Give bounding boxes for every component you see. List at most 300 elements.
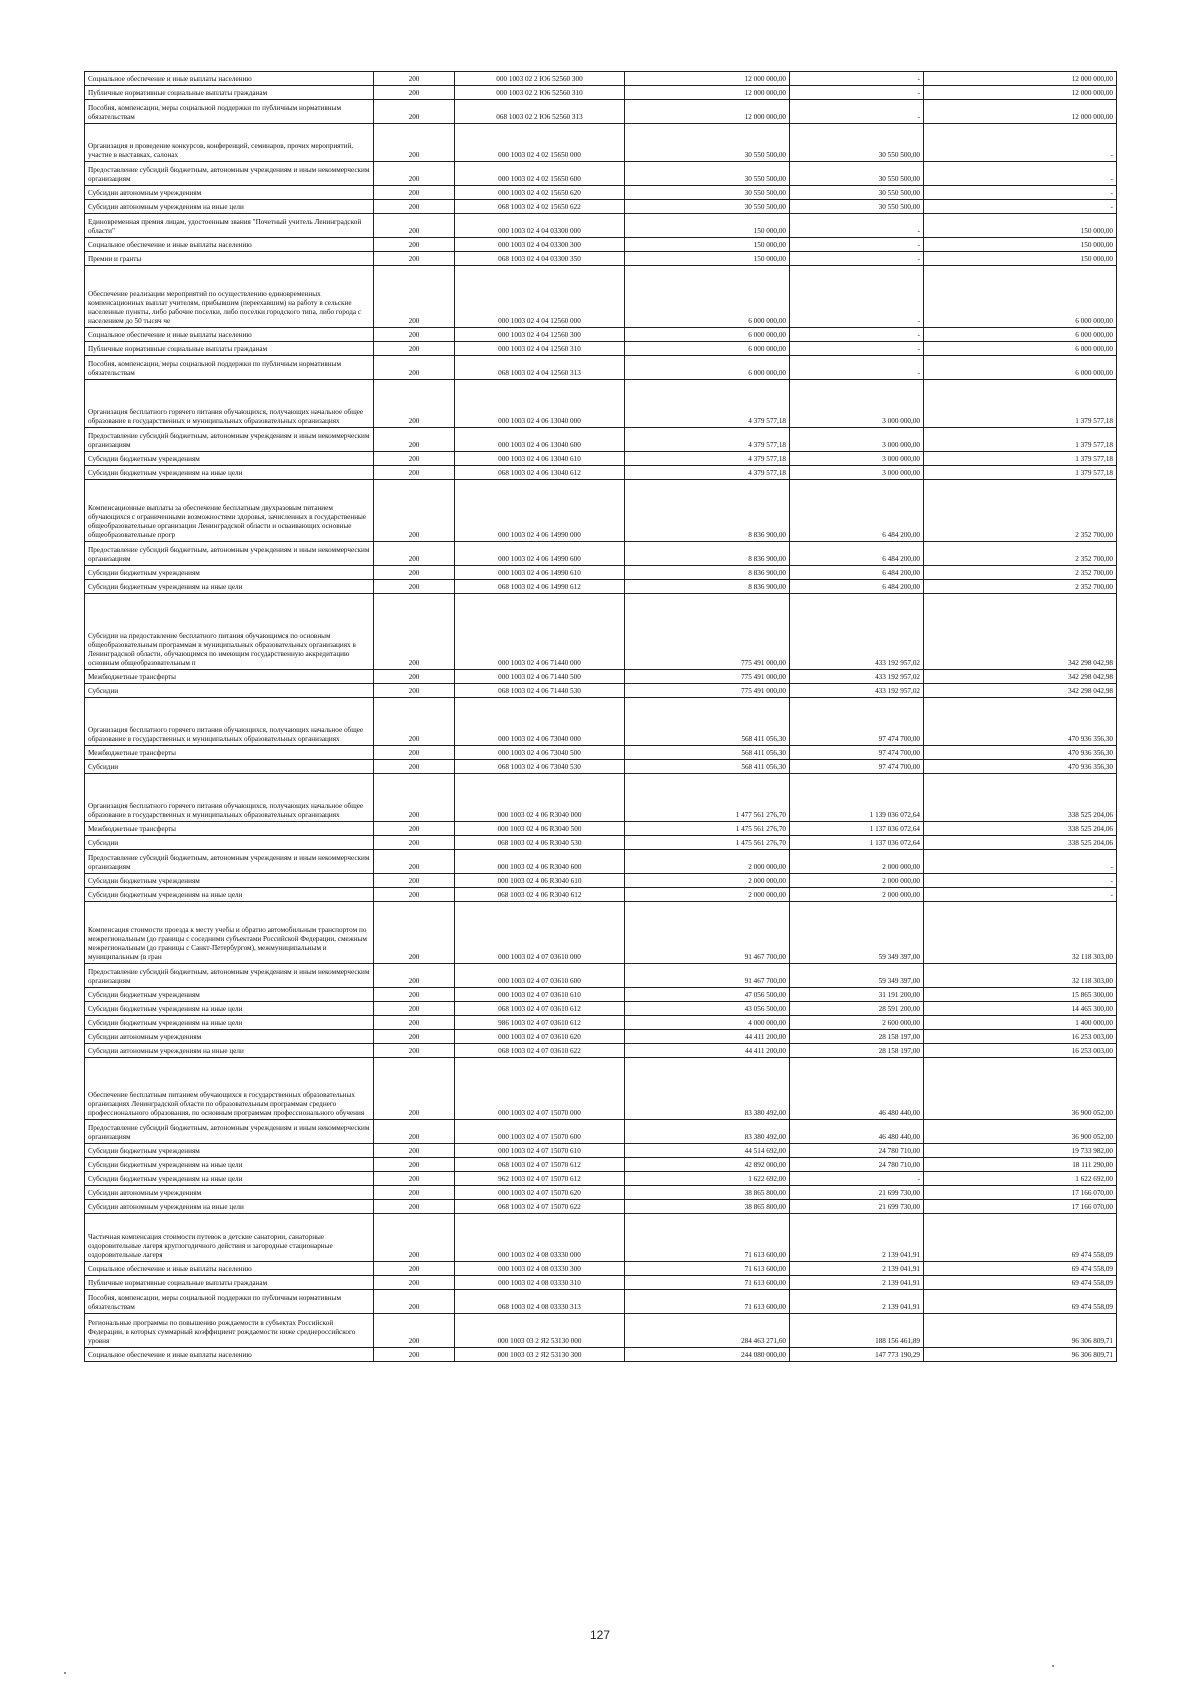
- row-kbk-cell: 962 1003 02 4 07 15070 612: [455, 1172, 625, 1186]
- row-kbk-cell: 000 1003 03 2 Я2 53130 300: [455, 1348, 625, 1362]
- row-code-cell: 200: [374, 100, 455, 124]
- row-remaining-cell: 6 000 000,00: [924, 328, 1117, 342]
- row-approved-cell: 8 836 900,00: [625, 580, 790, 594]
- table-row: [85, 252, 1117, 266]
- row-approved-cell: 284 463 271,60: [625, 1314, 790, 1348]
- row-kbk-cell: 000 1003 02 4 06 14990 600: [455, 542, 625, 566]
- row-executed-cell: 30 550 500,00: [790, 200, 924, 214]
- row-remaining-cell: 1 622 692,00: [924, 1172, 1117, 1186]
- table-row: [85, 964, 1117, 988]
- row-code-cell: 200: [374, 1016, 455, 1030]
- row-code-cell: 200: [374, 580, 455, 594]
- row-kbk-cell: 068 1003 02 4 06 73040 530: [455, 760, 625, 774]
- table-row: [85, 1144, 1117, 1158]
- row-remaining-cell: 470 936 356,30: [924, 746, 1117, 760]
- row-remaining-cell: 19 733 982,00: [924, 1144, 1117, 1158]
- row-kbk-cell: 000 1003 02 4 07 03610 620: [455, 1030, 625, 1044]
- row-executed-cell: 59 349 397,00: [790, 902, 924, 964]
- row-approved-cell: 2 000 000,00: [625, 874, 790, 888]
- row-kbk-cell: 000 1003 02 4 08 03330 310: [455, 1276, 625, 1290]
- table-row: [85, 356, 1117, 380]
- row-remaining-cell: 18 111 290,00: [924, 1158, 1117, 1172]
- row-name-cell: Региональные программы по повышению рождаемости в субъектах Российской Федерации, в которых суммарный коэффициент рождаемости ниже среднероссийского уровня: [85, 1314, 374, 1348]
- row-remaining-cell: 342 298 042,98: [924, 684, 1117, 698]
- row-name-cell: Социальное обеспечение и иные выплаты населению: [85, 328, 374, 342]
- row-approved-cell: 4 379 577,18: [625, 428, 790, 452]
- row-executed-cell: 2 139 041,91: [790, 1276, 924, 1290]
- row-executed-cell: 2 000 000,00: [790, 850, 924, 874]
- row-kbk-cell: 000 1003 02 4 02 15650 000: [455, 124, 625, 162]
- row-approved-cell: 775 491 000,00: [625, 670, 790, 684]
- row-remaining-cell: 150 000,00: [924, 252, 1117, 266]
- row-remaining-cell: 2 352 700,00: [924, 542, 1117, 566]
- row-remaining-cell: 12 000 000,00: [924, 100, 1117, 124]
- table-row: [85, 1186, 1117, 1200]
- row-name-cell: Субсидии бюджетным учреждениям на иные цели: [85, 1016, 374, 1030]
- row-kbk-cell: 068 1003 02 4 06 71440 530: [455, 684, 625, 698]
- row-executed-cell: 1 139 036 072,64: [790, 774, 924, 822]
- row-executed-cell: 30 550 500,00: [790, 162, 924, 186]
- row-code-cell: 200: [374, 342, 455, 356]
- row-code-cell: 200: [374, 760, 455, 774]
- row-approved-cell: 4 379 577,18: [625, 452, 790, 466]
- row-remaining-cell: 12 000 000,00: [924, 86, 1117, 100]
- row-approved-cell: 71 613 600,00: [625, 1290, 790, 1314]
- row-remaining-cell: 150 000,00: [924, 214, 1117, 238]
- row-name-cell: Субсидии бюджетным учреждениям на иные цели: [85, 888, 374, 902]
- row-code-cell: 200: [374, 1002, 455, 1016]
- row-remaining-cell: 342 298 042,98: [924, 594, 1117, 670]
- row-code-cell: 200: [374, 380, 455, 428]
- row-executed-cell: 147 773 190,29: [790, 1348, 924, 1362]
- row-approved-cell: 4 000 000,00: [625, 1016, 790, 1030]
- row-remaining-cell: -: [924, 186, 1117, 200]
- row-name-cell: Субсидии бюджетным учреждениям: [85, 566, 374, 580]
- row-executed-cell: -: [790, 100, 924, 124]
- row-executed-cell: 97 474 700,00: [790, 760, 924, 774]
- row-remaining-cell: 1 400 000,00: [924, 1016, 1117, 1030]
- row-approved-cell: 71 613 600,00: [625, 1276, 790, 1290]
- row-remaining-cell: 470 936 356,30: [924, 698, 1117, 746]
- table-row: [85, 1172, 1117, 1186]
- row-executed-cell: 31 191 200,00: [790, 988, 924, 1002]
- row-code-cell: 200: [374, 1348, 455, 1362]
- row-code-cell: 200: [374, 1158, 455, 1172]
- row-executed-cell: 21 699 730,00: [790, 1186, 924, 1200]
- row-name-cell: Социальное обеспечение и иные выплаты населению: [85, 238, 374, 252]
- row-remaining-cell: 36 900 052,00: [924, 1120, 1117, 1144]
- row-kbk-cell: 000 1003 02 4 06 71440 000: [455, 594, 625, 670]
- table-body: [85, 72, 1117, 1362]
- row-executed-cell: 97 474 700,00: [790, 746, 924, 760]
- row-name-cell: Организация бесплатного горячего питания обучающихся, получающих начальное общее образование в государственных и муниципальных образовательных организациях: [85, 774, 374, 822]
- row-name-cell: Организация бесплатного горячего питания обучающихся, получающих начальное общее образование в государственных и муниципальных образовательных организациях: [85, 380, 374, 428]
- row-remaining-cell: 6 000 000,00: [924, 342, 1117, 356]
- row-approved-cell: 44 411 200,00: [625, 1030, 790, 1044]
- row-remaining-cell: 96 306 809,71: [924, 1348, 1117, 1362]
- table-row: [85, 328, 1117, 342]
- row-kbk-cell: 000 1003 02 4 02 15650 620: [455, 186, 625, 200]
- row-executed-cell: 24 780 710,00: [790, 1158, 924, 1172]
- row-name-cell: Субсидии автономным учреждениям: [85, 186, 374, 200]
- row-name-cell: Межбюджетные трансферты: [85, 822, 374, 836]
- row-name-cell: Компенсация стоимости проезда к месту учебы и обратно автомобильным транспортом по межрегиональным (до границы с соседними субъектами Российской Федерации, смежным межрегиональным (до границы с Санкт-Петербургом), межмуниципальным и муниципальным (в гран: [85, 902, 374, 964]
- row-remaining-cell: 2 352 700,00: [924, 566, 1117, 580]
- row-name-cell: Пособия, компенсации, меры социальной поддержки по публичным нормативным обязательствам: [85, 356, 374, 380]
- table-row: [85, 888, 1117, 902]
- row-executed-cell: -: [790, 266, 924, 328]
- row-name-cell: Обеспечение бесплатным питанием обучающихся в государственных образовательных организациях Ленинградской области по образовательным программам среднего профессионального образования, по основным программам профессионального обучения: [85, 1058, 374, 1120]
- row-name-cell: Премии и гранты: [85, 252, 374, 266]
- row-code-cell: 200: [374, 594, 455, 670]
- row-kbk-cell: 068 1003 02 4 07 15070 622: [455, 1200, 625, 1214]
- row-kbk-cell: 000 1003 02 4 08 03330 000: [455, 1214, 625, 1262]
- row-code-cell: 200: [374, 1186, 455, 1200]
- row-name-cell: Субсидии бюджетным учреждениям: [85, 988, 374, 1002]
- row-remaining-cell: 6 000 000,00: [924, 356, 1117, 380]
- row-executed-cell: -: [790, 356, 924, 380]
- row-remaining-cell: 16 253 003,00: [924, 1044, 1117, 1058]
- table-row: [85, 100, 1117, 124]
- row-code-cell: 200: [374, 252, 455, 266]
- row-name-cell: Предоставление субсидий бюджетным, автономным учреждениям и иным некоммерческим организациям: [85, 542, 374, 566]
- row-executed-cell: 433 192 957,02: [790, 594, 924, 670]
- row-name-cell: Публичные нормативные социальные выплаты гражданам: [85, 1276, 374, 1290]
- row-name-cell: Субсидии: [85, 760, 374, 774]
- row-code-cell: 200: [374, 1172, 455, 1186]
- row-kbk-cell: 000 1003 02 4 07 15070 000: [455, 1058, 625, 1120]
- row-name-cell: Субсидии бюджетным учреждениям на иные цели: [85, 580, 374, 594]
- row-approved-cell: 30 550 500,00: [625, 186, 790, 200]
- table-row: [85, 266, 1117, 328]
- row-code-cell: 200: [374, 1144, 455, 1158]
- row-code-cell: 200: [374, 72, 455, 86]
- row-code-cell: 200: [374, 1290, 455, 1314]
- table-row: [85, 1030, 1117, 1044]
- row-name-cell: Предоставление субсидий бюджетным, автономным учреждениям и иным некоммерческим организациям: [85, 162, 374, 186]
- table-row: [85, 594, 1117, 670]
- row-name-cell: Социальное обеспечение и иные выплаты населению: [85, 1262, 374, 1276]
- table-row: [85, 124, 1117, 162]
- table-row: [85, 1262, 1117, 1276]
- table-row: [85, 162, 1117, 186]
- row-kbk-cell: 068 1003 02 4 04 03300 350: [455, 252, 625, 266]
- row-remaining-cell: 150 000,00: [924, 238, 1117, 252]
- row-name-cell: Субсидии бюджетным учреждениям: [85, 452, 374, 466]
- row-kbk-cell: 068 1003 02 4 07 03610 612: [455, 1002, 625, 1016]
- row-executed-cell: 28 591 200,00: [790, 1002, 924, 1016]
- row-executed-cell: 3 000 000,00: [790, 428, 924, 452]
- row-kbk-cell: 068 1003 02 2 Ю6 52560 313: [455, 100, 625, 124]
- row-name-cell: Предоставление субсидий бюджетным, автономным учреждениям и иным некоммерческим организациям: [85, 1120, 374, 1144]
- row-kbk-cell: 986 1003 02 4 07 03610 612: [455, 1016, 625, 1030]
- row-kbk-cell: 000 1003 02 4 02 15650 600: [455, 162, 625, 186]
- row-name-cell: Субсидии бюджетным учреждениям: [85, 1144, 374, 1158]
- row-approved-cell: 30 550 500,00: [625, 162, 790, 186]
- row-code-cell: 200: [374, 162, 455, 186]
- table-row: [85, 480, 1117, 542]
- table-row: [85, 1016, 1117, 1030]
- table-row: [85, 200, 1117, 214]
- row-name-cell: Публичные нормативные социальные выплаты гражданам: [85, 342, 374, 356]
- row-code-cell: 200: [374, 542, 455, 566]
- row-kbk-cell: 068 1003 02 4 08 03330 313: [455, 1290, 625, 1314]
- table-row: [85, 1214, 1117, 1262]
- scan-speck: [64, 1672, 66, 1674]
- row-remaining-cell: 470 936 356,30: [924, 760, 1117, 774]
- row-code-cell: 200: [374, 836, 455, 850]
- row-executed-cell: 24 780 710,00: [790, 1144, 924, 1158]
- row-kbk-cell: 068 1003 02 4 07 03610 622: [455, 1044, 625, 1058]
- row-code-cell: 200: [374, 1058, 455, 1120]
- row-kbk-cell: 000 1003 03 2 Я2 53130 000: [455, 1314, 625, 1348]
- row-name-cell: Организация и проведение конкурсов, конференций, семинаров, прочих мероприятий, участие в выставках, салонах: [85, 124, 374, 162]
- row-executed-cell: 2 139 041,91: [790, 1214, 924, 1262]
- row-kbk-cell: 000 1003 02 4 06 R3040 600: [455, 850, 625, 874]
- row-code-cell: 200: [374, 874, 455, 888]
- row-approved-cell: 150 000,00: [625, 214, 790, 238]
- table-row: [85, 760, 1117, 774]
- table-row: [85, 1290, 1117, 1314]
- row-code-cell: 200: [374, 480, 455, 542]
- row-name-cell: Межбюджетные трансферты: [85, 746, 374, 760]
- table-row: [85, 988, 1117, 1002]
- table-row: [85, 342, 1117, 356]
- row-name-cell: Организация бесплатного горячего питания обучающихся, получающих начальное общее образование в государственных и муниципальных образовательных организациях: [85, 698, 374, 746]
- row-code-cell: 200: [374, 888, 455, 902]
- row-remaining-cell: 69 474 558,09: [924, 1214, 1117, 1262]
- table-row: [85, 1058, 1117, 1120]
- table-row: [85, 874, 1117, 888]
- row-kbk-cell: 068 1003 02 4 02 15650 622: [455, 200, 625, 214]
- table-row: [85, 684, 1117, 698]
- row-kbk-cell: 068 1003 02 4 07 15070 612: [455, 1158, 625, 1172]
- row-remaining-cell: 69 474 558,09: [924, 1276, 1117, 1290]
- row-kbk-cell: 000 1003 02 4 04 12560 000: [455, 266, 625, 328]
- row-name-cell: Субсидии бюджетным учреждениям: [85, 874, 374, 888]
- row-approved-cell: 38 865 800,00: [625, 1186, 790, 1200]
- row-name-cell: Частичная компенсация стоимости путевок в детские санатории, санаторные оздоровительные лагеря круглогодичного действия и загородные стационарные оздоровительные лагеря: [85, 1214, 374, 1262]
- row-name-cell: Субсидии бюджетным учреждениям на иные цели: [85, 1002, 374, 1016]
- row-code-cell: 200: [374, 964, 455, 988]
- row-name-cell: Предоставление субсидий бюджетным, автономным учреждениям и иным некоммерческим организациям: [85, 850, 374, 874]
- row-approved-cell: 91 467 700,00: [625, 902, 790, 964]
- table-row: [85, 1002, 1117, 1016]
- row-approved-cell: 12 000 000,00: [625, 100, 790, 124]
- row-approved-cell: 44 514 692,00: [625, 1144, 790, 1158]
- table-row: [85, 580, 1117, 594]
- row-executed-cell: 433 192 957,02: [790, 684, 924, 698]
- row-approved-cell: 71 613 600,00: [625, 1262, 790, 1276]
- row-executed-cell: 2 000 000,00: [790, 888, 924, 902]
- row-executed-cell: 2 600 000,00: [790, 1016, 924, 1030]
- row-name-cell: Субсидии бюджетным учреждениям на иные цели: [85, 466, 374, 480]
- row-remaining-cell: 69 474 558,09: [924, 1262, 1117, 1276]
- row-executed-cell: -: [790, 328, 924, 342]
- row-kbk-cell: 000 1003 02 4 06 73040 500: [455, 746, 625, 760]
- row-name-cell: Субсидии: [85, 684, 374, 698]
- row-executed-cell: -: [790, 238, 924, 252]
- row-executed-cell: 3 000 000,00: [790, 452, 924, 466]
- row-approved-cell: 568 411 056,30: [625, 746, 790, 760]
- table-row: [85, 774, 1117, 822]
- row-code-cell: 200: [374, 200, 455, 214]
- row-remaining-cell: 342 298 042,98: [924, 670, 1117, 684]
- row-name-cell: Предоставление субсидий бюджетным, автономным учреждениям и иным некоммерческим организациям: [85, 964, 374, 988]
- row-executed-cell: -: [790, 342, 924, 356]
- table-row: [85, 1276, 1117, 1290]
- row-remaining-cell: -: [924, 124, 1117, 162]
- row-kbk-cell: 068 1003 02 4 06 R3040 530: [455, 836, 625, 850]
- row-code-cell: 200: [374, 822, 455, 836]
- table-row: [85, 746, 1117, 760]
- row-kbk-cell: 068 1003 02 4 06 13040 612: [455, 466, 625, 480]
- row-code-cell: 200: [374, 1262, 455, 1276]
- row-approved-cell: 8 836 900,00: [625, 566, 790, 580]
- row-approved-cell: 30 550 500,00: [625, 200, 790, 214]
- row-approved-cell: 83 380 492,00: [625, 1120, 790, 1144]
- table-row: [85, 1200, 1117, 1214]
- row-approved-cell: 568 411 056,30: [625, 698, 790, 746]
- row-kbk-cell: 000 1003 02 4 04 03300 000: [455, 214, 625, 238]
- table-row: [85, 214, 1117, 238]
- row-name-cell: Пособия, компенсации, меры социальной поддержки по публичным нормативным обязательствам: [85, 1290, 374, 1314]
- row-approved-cell: 8 836 900,00: [625, 480, 790, 542]
- row-code-cell: 200: [374, 356, 455, 380]
- row-executed-cell: -: [790, 214, 924, 238]
- row-kbk-cell: 000 1003 02 4 07 03610 000: [455, 902, 625, 964]
- table-row: [85, 380, 1117, 428]
- row-remaining-cell: 32 118 303,00: [924, 902, 1117, 964]
- budget-table: [84, 71, 1117, 1362]
- row-code-cell: 200: [374, 214, 455, 238]
- row-name-cell: Субсидии бюджетным учреждениям на иные цели: [85, 1172, 374, 1186]
- row-remaining-cell: 2 352 700,00: [924, 580, 1117, 594]
- row-approved-cell: 44 411 200,00: [625, 1044, 790, 1058]
- row-remaining-cell: 96 306 809,71: [924, 1314, 1117, 1348]
- row-kbk-cell: 000 1003 02 4 07 15070 600: [455, 1120, 625, 1144]
- row-name-cell: Межбюджетные трансферты: [85, 670, 374, 684]
- row-executed-cell: 1 137 036 072,64: [790, 822, 924, 836]
- table-row: [85, 1314, 1117, 1348]
- row-name-cell: Субсидии на предоставление бесплатного питания обучающимся по основным общеобразовательным программам в муниципальных образовательных организациях в Ленинградской области, обучающимся по имеющим государственную аккредитацию основным общеобразовательным п: [85, 594, 374, 670]
- row-approved-cell: 6 000 000,00: [625, 266, 790, 328]
- row-approved-cell: 47 056 500,00: [625, 988, 790, 1002]
- row-executed-cell: -: [790, 86, 924, 100]
- row-kbk-cell: 068 1003 02 4 04 12560 313: [455, 356, 625, 380]
- row-kbk-cell: 000 1003 02 4 04 12560 300: [455, 328, 625, 342]
- row-code-cell: 200: [374, 1314, 455, 1348]
- row-kbk-cell: 000 1003 02 4 06 R3040 610: [455, 874, 625, 888]
- row-kbk-cell: 000 1003 02 4 06 14990 610: [455, 566, 625, 580]
- row-code-cell: 200: [374, 466, 455, 480]
- row-code-cell: 200: [374, 86, 455, 100]
- row-name-cell: Субсидии автономным учреждениям на иные цели: [85, 1044, 374, 1058]
- row-approved-cell: 2 000 000,00: [625, 850, 790, 874]
- table-row: [85, 566, 1117, 580]
- row-executed-cell: 3 000 000,00: [790, 380, 924, 428]
- row-approved-cell: 83 380 492,00: [625, 1058, 790, 1120]
- row-remaining-cell: 1 379 577,18: [924, 452, 1117, 466]
- row-remaining-cell: 69 474 558,09: [924, 1290, 1117, 1314]
- row-remaining-cell: 15 865 300,00: [924, 988, 1117, 1002]
- row-executed-cell: 3 000 000,00: [790, 466, 924, 480]
- table-row: [85, 836, 1117, 850]
- row-approved-cell: 150 000,00: [625, 252, 790, 266]
- row-approved-cell: 1 477 561 276,70: [625, 774, 790, 822]
- row-remaining-cell: -: [924, 888, 1117, 902]
- row-executed-cell: 59 349 397,00: [790, 964, 924, 988]
- table-row: [85, 1158, 1117, 1172]
- row-code-cell: 200: [374, 1044, 455, 1058]
- row-approved-cell: 1 622 692,00: [625, 1172, 790, 1186]
- row-code-cell: 200: [374, 328, 455, 342]
- row-code-cell: 200: [374, 428, 455, 452]
- page-number: 127: [589, 1628, 611, 1642]
- row-approved-cell: 568 411 056,30: [625, 760, 790, 774]
- row-remaining-cell: 17 166 070,00: [924, 1186, 1117, 1200]
- row-approved-cell: 150 000,00: [625, 238, 790, 252]
- row-approved-cell: 1 475 561 276,70: [625, 822, 790, 836]
- row-kbk-cell: 068 1003 02 4 06 14990 612: [455, 580, 625, 594]
- table-row: [85, 1044, 1117, 1058]
- row-executed-cell: 6 484 200,00: [790, 542, 924, 566]
- row-approved-cell: 38 865 800,00: [625, 1200, 790, 1214]
- row-name-cell: Обеспечение реализации мероприятий по осуществлению единовременных компенсационных выплат учителям, прибывшим (переехавшим) на работу в сельские населенные пункты, либо рабочие поселки, либо поселки городского типа, либо города с населением до 50 тысяч че: [85, 266, 374, 328]
- row-executed-cell: 30 550 500,00: [790, 186, 924, 200]
- row-approved-cell: 91 467 700,00: [625, 964, 790, 988]
- row-approved-cell: 12 000 000,00: [625, 72, 790, 86]
- table-row: [85, 428, 1117, 452]
- table-row: [85, 86, 1117, 100]
- row-kbk-cell: 000 1003 02 4 07 15070 610: [455, 1144, 625, 1158]
- row-code-cell: 200: [374, 452, 455, 466]
- row-name-cell: Субсидии автономным учреждениям: [85, 1186, 374, 1200]
- row-executed-cell: 21 699 730,00: [790, 1200, 924, 1214]
- row-name-cell: Публичные нормативные социальные выплаты гражданам: [85, 86, 374, 100]
- row-remaining-cell: -: [924, 850, 1117, 874]
- table-row: [85, 186, 1117, 200]
- row-approved-cell: 6 000 000,00: [625, 342, 790, 356]
- row-remaining-cell: 17 166 070,00: [924, 1200, 1117, 1214]
- row-kbk-cell: 000 1003 02 4 07 15070 620: [455, 1186, 625, 1200]
- row-executed-cell: 46 480 440,00: [790, 1058, 924, 1120]
- row-kbk-cell: 000 1003 02 4 07 03610 600: [455, 964, 625, 988]
- row-code-cell: 200: [374, 566, 455, 580]
- row-executed-cell: 1 137 036 072,64: [790, 836, 924, 850]
- row-remaining-cell: 32 118 303,00: [924, 964, 1117, 988]
- row-remaining-cell: 338 525 204,06: [924, 836, 1117, 850]
- table-row: [85, 466, 1117, 480]
- row-approved-cell: 775 491 000,00: [625, 684, 790, 698]
- table-row: [85, 822, 1117, 836]
- row-approved-cell: 8 836 900,00: [625, 542, 790, 566]
- row-remaining-cell: 14 465 300,00: [924, 1002, 1117, 1016]
- row-kbk-cell: 000 1003 02 4 08 03330 300: [455, 1262, 625, 1276]
- row-remaining-cell: 6 000 000,00: [924, 266, 1117, 328]
- row-approved-cell: 4 379 577,18: [625, 466, 790, 480]
- table-row: [85, 1120, 1117, 1144]
- row-code-cell: 200: [374, 1120, 455, 1144]
- row-executed-cell: 28 158 197,00: [790, 1044, 924, 1058]
- row-executed-cell: 2 139 041,91: [790, 1290, 924, 1314]
- row-code-cell: 200: [374, 1276, 455, 1290]
- row-executed-cell: -: [790, 1172, 924, 1186]
- row-executed-cell: 6 484 200,00: [790, 566, 924, 580]
- row-code-cell: 200: [374, 684, 455, 698]
- row-remaining-cell: 338 525 204,06: [924, 774, 1117, 822]
- row-approved-cell: 4 379 577,18: [625, 380, 790, 428]
